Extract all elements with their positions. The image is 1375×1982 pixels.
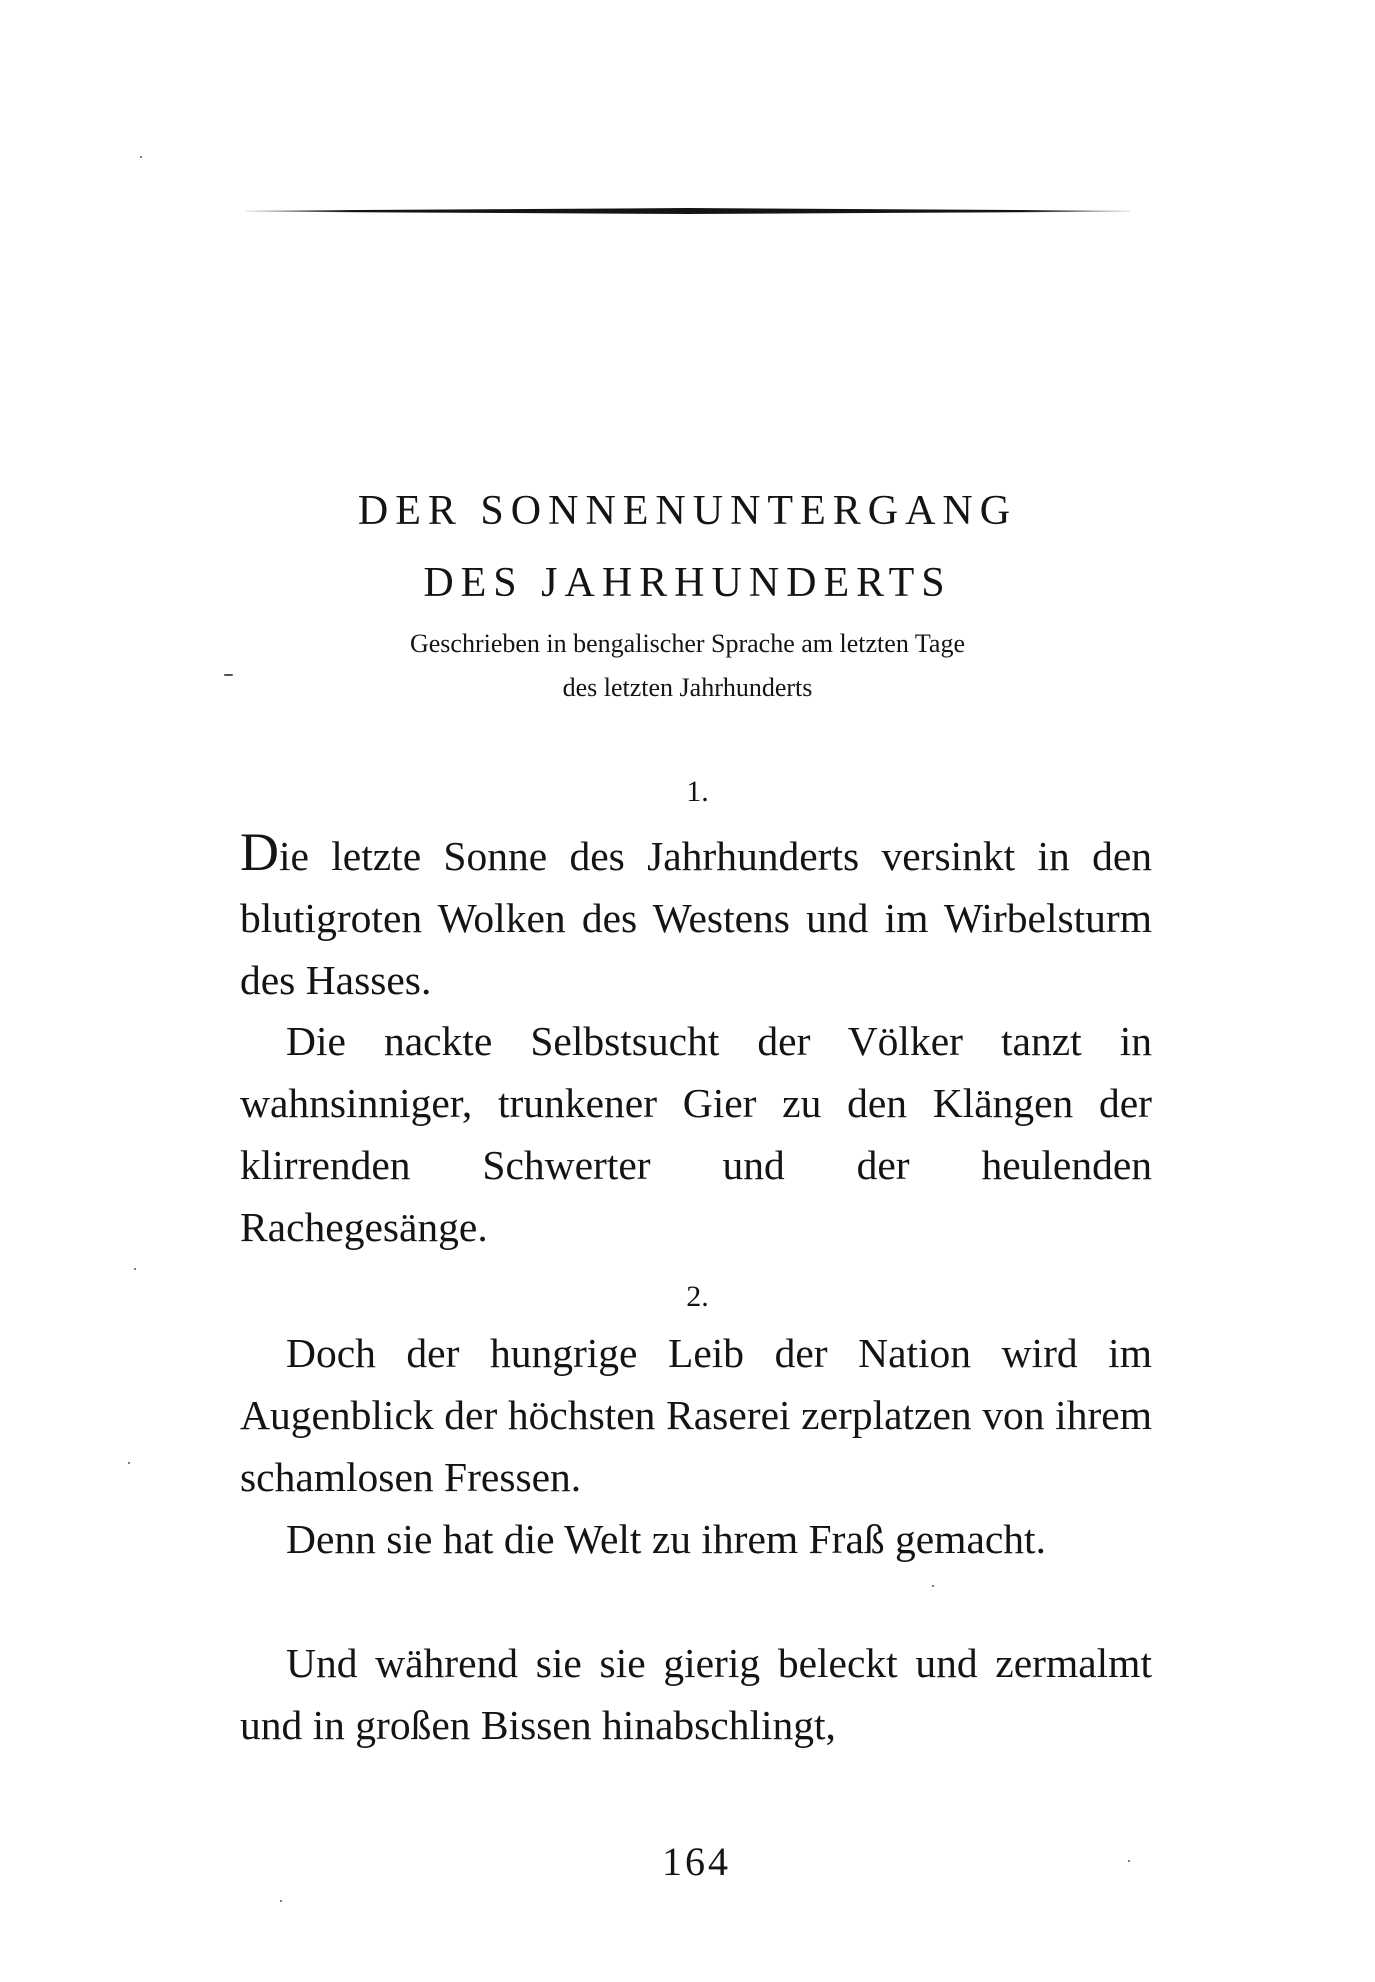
paragraph-4: Denn sie hat die Welt zu ihrem Fraß gemacht.: [286, 1516, 1046, 1562]
paragraph-5: Und während sie sie gierig beleckt und zermalmt und in großen Bissen hinabschlingt,: [240, 1640, 1152, 1748]
subtitle-line-2: des letzten Jahrhunderts: [562, 673, 813, 702]
title-line-1: DER SONNENUNTERGANG: [357, 488, 1018, 534]
subtitle-line-1: Geschrieben in bengalischer Sprache am letzten Tage: [409, 629, 965, 658]
paragraph-3: Doch der hungrige Leib der Nation wird im Augenblick der höchsten Raserei zerplatzen von ihrem schamlosen Fressen.: [240, 1330, 1152, 1500]
section-number-2: 2.: [686, 1280, 709, 1313]
paper-speck: [128, 1462, 130, 1464]
header-rule: [245, 208, 1130, 214]
title-line-2: DES JAHRHUNDERTS: [423, 560, 952, 606]
paragraph-1: [240, 821, 1152, 1011]
page-number: 164: [662, 1839, 731, 1884]
section-number-1: 1.: [686, 775, 709, 808]
paper-speck: [224, 674, 233, 676]
paper-speck: [932, 1585, 934, 1587]
paragraph-2: Die nackte Selbstsucht der Völker tanzt in wahnsinniger, trunkener Gier zu den Klängen der klirrenden Schwerter und der heulenden Rachegesänge.: [240, 1018, 1152, 1250]
paper-speck: [140, 156, 142, 158]
paper-speck: [280, 1900, 282, 1902]
paper-speck: [134, 1268, 136, 1270]
initial-letter: D: [240, 822, 279, 882]
paper-speck: [1128, 1860, 1130, 1862]
paragraph-1-text: ie letzte Sonne des Jahrhunderts versinkt in den blutigroten Wolken des Westens und im Wirbelsturm des Hasses.: [240, 833, 1152, 1003]
